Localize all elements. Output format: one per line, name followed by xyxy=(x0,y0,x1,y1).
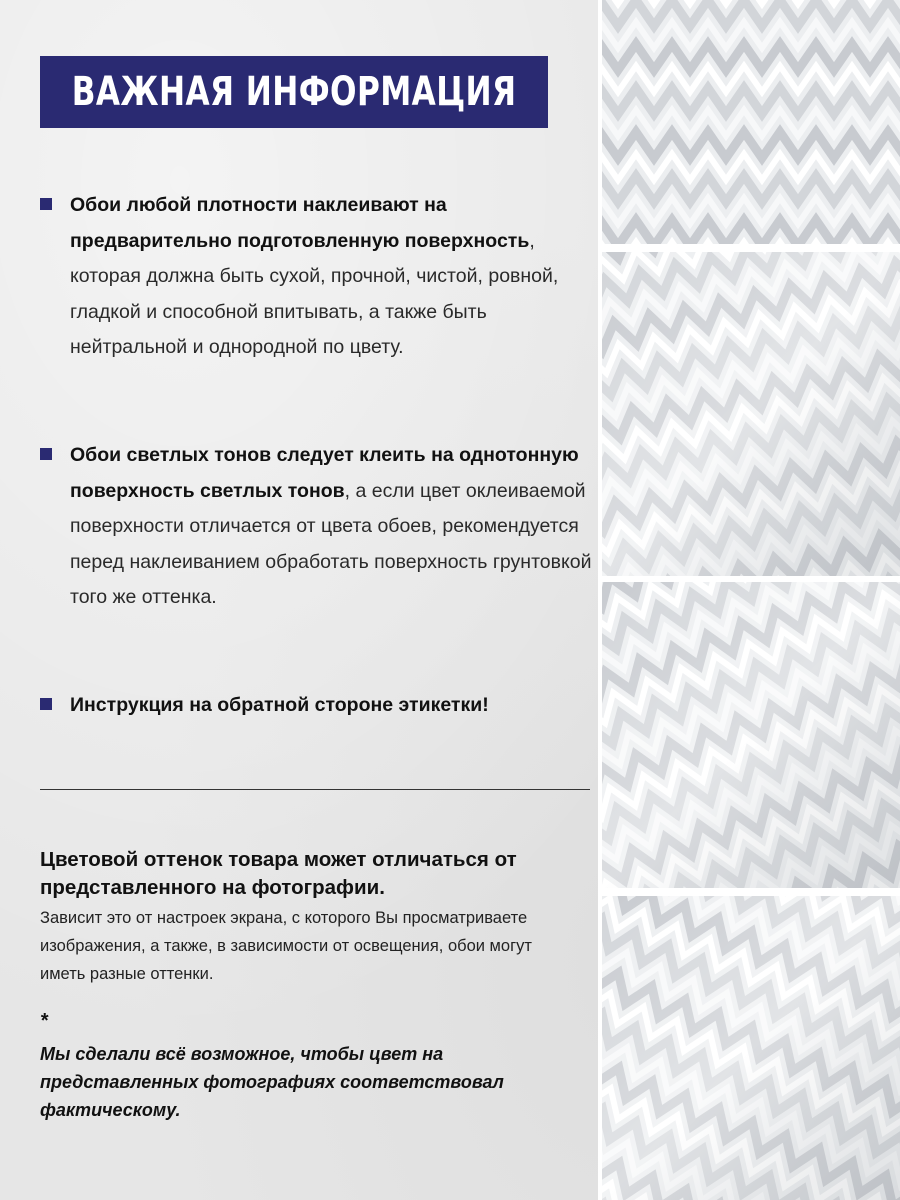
bullet-square-icon xyxy=(40,198,52,210)
bullet-bold-text: Инструкция на обратной стороне этикетки! xyxy=(70,694,489,716)
bullet-surface-preparation xyxy=(40,188,600,366)
chevron-pattern xyxy=(602,252,900,576)
wallpaper-photo-roll xyxy=(602,252,900,576)
color-note-body: Зависит это от настроек экрана, с которого Вы просматриваете изображения, а также, в зависимости от освещения, обои могут иметь разные оттенки. xyxy=(40,909,532,983)
chevron-pattern xyxy=(602,0,900,244)
bullet-regular-text: , а если цвет оклеиваемой поверхности отличается от цвета обоев, рекомендуется перед наклеиванием обработать поверхность грунтовкой того же оттенка. xyxy=(70,479,592,608)
section-divider xyxy=(40,789,590,790)
disclaimer-asterisk: * xyxy=(40,1010,48,1032)
bullet-regular-text: , которая должна быть сухой, прочной, чистой, ровной, гладкой и способной впитывать, а также быть нейтральной и однородной по цвету. xyxy=(70,229,559,358)
page-title: ВАЖНАЯ ИНФОРМАЦИЯ xyxy=(71,69,517,115)
wallpaper-photo-flat xyxy=(602,0,900,244)
wallpaper-photo-roll-closeup xyxy=(602,582,900,888)
bullet-square-icon xyxy=(40,698,52,710)
title-banner xyxy=(40,56,548,128)
bullet-bold-text: Обои светлых тонов следует клеить на однотонную поверхность светлых тонов xyxy=(70,444,579,502)
bullet-text xyxy=(70,438,600,616)
disclaimer-text: Мы сделали всё возможное, чтобы цвет на представленных фотографиях соответствовал фактическому. xyxy=(40,1044,504,1120)
bullet-text xyxy=(70,688,600,724)
bullet-bold-text: Обои любой плотности наклеивают на предварительно подготовленную поверхность xyxy=(70,194,530,252)
wallpaper-photo-roll-edge xyxy=(602,896,900,1200)
bullet-instruction xyxy=(40,688,600,724)
bullet-square-icon xyxy=(40,448,52,460)
chevron-pattern xyxy=(602,582,900,888)
chevron-pattern xyxy=(602,896,900,1200)
bullet-text xyxy=(70,188,600,366)
bullet-light-tones xyxy=(40,438,600,616)
photo-strip xyxy=(598,0,900,1200)
color-note-heading: Цветовой оттенок товара может отличаться от представленного на фотографии. xyxy=(40,848,517,899)
